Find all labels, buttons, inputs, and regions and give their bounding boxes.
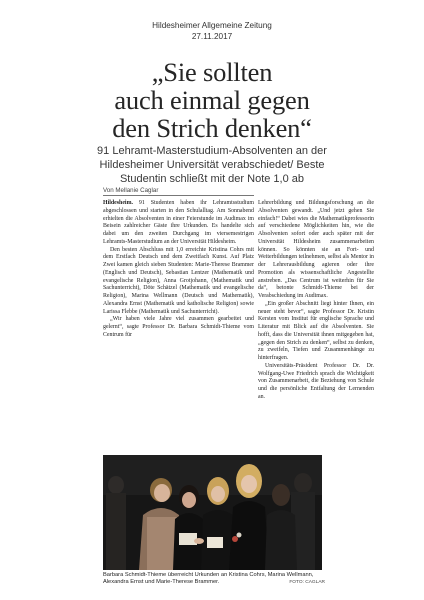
article-paragraph: „Ein großer Abschnitt liegt hinter Ihnen, ein neuer steht bevor“, sagte Professor Dr. Kristin Kersten vom Institut für englische Sprache und Literatur mit Blick auf die Absolventen. Sie hofft, dass die Universität ihnen mitgegeben hat, „gegen den Strich zu denken“, selbst zu denken, zu zweifeln, Tiefen und Zusammenhänge zu hinterfragen.	[258, 300, 374, 361]
headline-line: „Sie sollten	[151, 57, 273, 87]
article-paragraph: Lehrerbildung und Bildungsforschung an die Absolventen gewandt. „Und jetzt gehen Sie einfach!“ Dabei wies die Mathematikprofessorin auf verschiedene Möglichkeiten hin, wie die Absolventen sofort oder auch später mit der Universität Hildesheim zusammenarbeiten können. So könnten sie an Fort- und Weiterbildungen teilnehmen, selbst als Mentor in der Lehrerausbildung agieren oder ihre Promotion als wissenschaftliche Angestellte anstreben. „Das Centrum ist weiterhin für Sie da“, betonte Schmidt-Thieme bei der Verabschiedung im Audimax.	[258, 200, 375, 299]
newspaper-name: Hildesheimer Allgemeine Zeitung	[152, 21, 272, 30]
photo-graduation-ceremony	[103, 455, 322, 570]
issue-date: 27.11.2017	[191, 32, 233, 41]
byline-rule	[103, 195, 254, 196]
photo-credit: FOTO: CAGLAR	[289, 580, 325, 585]
paragraph-text: 91 Studenten haben ihr Lehramtsstudium abgeschlossen und starten in den Schulalltag. Am Sonnabend erhielten die Absolventen in einer Feierstunde im Audimax im Beisein zahlreicher Gäste ihre Urkunden. Es handelte sich dabei um den zweiten Durchgang im viersemestrigen Lehramts-Masterstudium an der Universität Hildesheim.	[103, 200, 254, 245]
article-photo	[103, 455, 322, 570]
article-paragraph	[103, 200, 254, 247]
headline-line: den Strich denken“	[112, 113, 312, 143]
photo-caption: Barbara Schmidt-Thieme überreicht Urkunden an Kristina Cohrs, Marina Wellmann, Alexandra Ernst und Marie-Therese Brammer.	[103, 572, 314, 586]
article-paragraph: „Wir haben viele Jahre viel zusammen gearbeitet und gelernt“, sagte Professor Dr. Barbara Schmidt-Thieme vom Centrum für	[103, 316, 254, 338]
article-paragraph: Den besten Abschluss mit 1,0 erreichte Kristina Cohrs mit dem Erstfach Deutsch und dem Zweitfach Kunst. Auf Platz Zwei kamen gleich sieben Studenten: Marie-Therese Brammer (Englisch und Deutsch), Sebastian Lentzer (Mathematik und evangelische Religion), Anna Grotjohann, (Mathematik und Sachunterricht), Döte Schätzel (Mathematik und evangelische Religion), Marina Wellmann (Deutsch und Mathematik), Alexandra Ernst (Mathematik und katholische Religion) sowie Larissa Flebbe (Mathematik und Sachunterricht).	[103, 246, 254, 315]
headline-line: auch einmal gegen	[114, 85, 310, 115]
subheadline: 91 Lehramt-Masterstudium-Absolventen an der Hildesheimer Universität verabschiedet/ Beste Studentin schließt mit der Note 1,0 ab	[97, 145, 327, 185]
masthead	[0, 20, 424, 42]
byline: Von Mellanie Caglar	[103, 187, 159, 194]
headline	[70, 58, 354, 142]
article-column-right	[258, 200, 374, 402]
article-paragraph: Universitäts-Präsident Professor Dr. Dr. Wolfgang-Uwe Friedrich sprach die Wichtigkeit von Zusammenarbeit, die Beziehung von Schule und die persönliche Entfaltung der Lernenden an.	[258, 362, 374, 400]
article-column-left	[103, 200, 254, 340]
dateline: Hildesheim.	[103, 200, 133, 206]
